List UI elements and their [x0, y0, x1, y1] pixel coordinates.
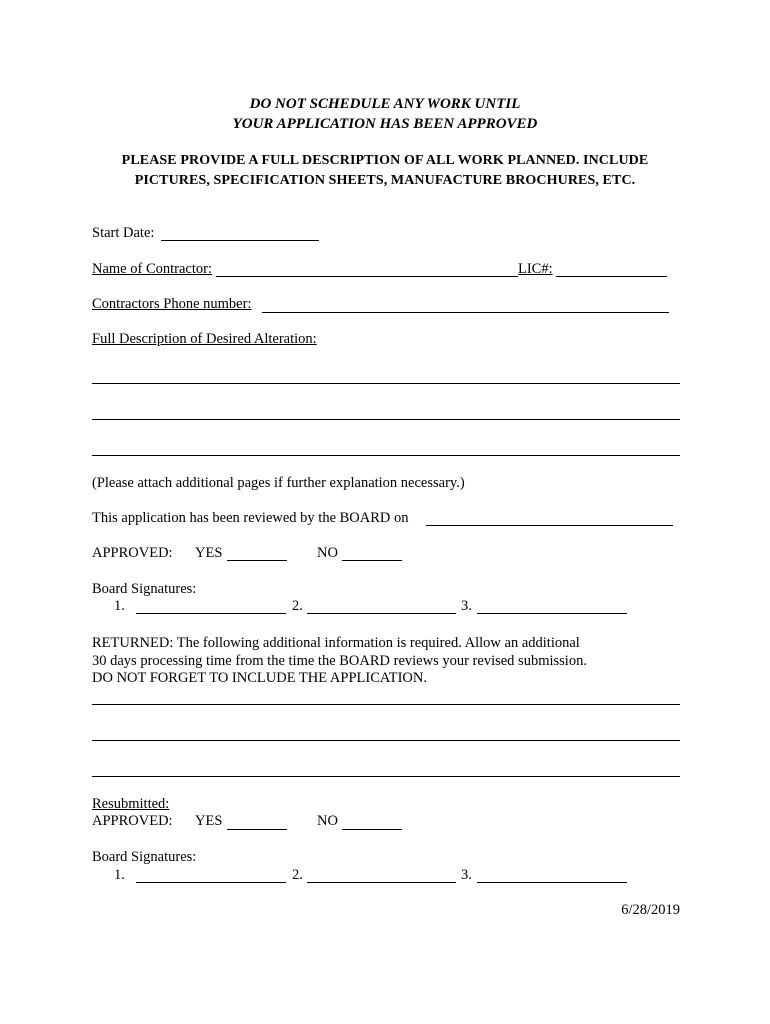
- contractor-name-label: Name of Contractor:: [92, 261, 212, 277]
- returned-line-3: DO NOT FORGET TO INCLUDE THE APPLICATION.: [92, 670, 427, 686]
- approved-yes-field[interactable]: [227, 560, 287, 561]
- contractor-name-field[interactable]: [216, 276, 518, 277]
- returned-line-2: 30 days processing time from the time the BOARD reviews your revised submission.: [92, 653, 587, 669]
- resubmitted-label: Resubmitted:: [92, 796, 170, 812]
- instruction-line-1: PLEASE PROVIDE A FULL DESCRIPTION OF ALL WORK PLANNED. INCLUDE: [121, 153, 649, 168]
- description-line-2[interactable]: [92, 419, 680, 420]
- board-signature-2-field[interactable]: [307, 613, 456, 614]
- board-signature-1-field[interactable]: [136, 613, 286, 614]
- approved-no-label: NO: [317, 545, 338, 561]
- resubmitted-no-label: NO: [317, 813, 338, 829]
- resubmitted-no-field[interactable]: [342, 829, 402, 830]
- start-date-label: Start Date:: [92, 225, 155, 241]
- lic-label: LIC#:: [518, 261, 553, 277]
- returned-info-line-2[interactable]: [92, 740, 680, 741]
- resubmitted-signature-1-field[interactable]: [136, 882, 286, 883]
- reviewed-by-board-label: This application has been reviewed by the BOARD on: [92, 510, 409, 526]
- approved-no-field[interactable]: [342, 560, 402, 561]
- resubmitted-signature-number-1: 1.: [114, 867, 125, 883]
- description-label: Full Description of Desired Alteration:: [92, 331, 317, 347]
- resubmitted-board-signatures-label: Board Signatures:: [92, 849, 197, 865]
- description-line-3[interactable]: [92, 455, 680, 456]
- resubmitted-signature-2-field[interactable]: [307, 882, 456, 883]
- start-date-field[interactable]: [161, 240, 319, 241]
- warning-line-1: DO NOT SCHEDULE ANY WORK UNTIL: [249, 96, 521, 112]
- resubmitted-signature-number-3: 3.: [461, 867, 472, 883]
- signature-number-1: 1.: [114, 598, 125, 614]
- description-line-1[interactable]: [92, 383, 680, 384]
- form-revision-date: 6/28/2019: [621, 902, 680, 918]
- approved-label: APPROVED:: [92, 545, 173, 561]
- resubmitted-approved-label: APPROVED:: [92, 813, 173, 829]
- approved-yes-label: YES: [195, 545, 223, 561]
- board-signature-3-field[interactable]: [477, 613, 627, 614]
- instruction-line-2: PICTURES, SPECIFICATION SHEETS, MANUFACTURE BROCHURES, ETC.: [134, 173, 636, 188]
- attach-pages-note: (Please attach additional pages if further explanation necessary.): [92, 475, 465, 491]
- resubmitted-signature-3-field[interactable]: [477, 882, 627, 883]
- contractor-phone-label: Contractors Phone number:: [92, 296, 252, 312]
- review-date-field[interactable]: [426, 525, 673, 526]
- warning-line-2: YOUR APPLICATION HAS BEEN APPROVED: [232, 116, 538, 132]
- lic-field[interactable]: [556, 276, 667, 277]
- signature-number-2: 2.: [292, 598, 303, 614]
- resubmitted-yes-label: YES: [195, 813, 223, 829]
- contractor-phone-field[interactable]: [262, 312, 669, 313]
- board-signatures-label: Board Signatures:: [92, 581, 197, 597]
- returned-info-line-3[interactable]: [92, 776, 680, 777]
- resubmitted-signature-number-2: 2.: [292, 867, 303, 883]
- resubmitted-yes-field[interactable]: [227, 829, 287, 830]
- returned-line-1: RETURNED: The following additional information is required. Allow an additional: [92, 635, 580, 651]
- signature-number-3: 3.: [461, 598, 472, 614]
- returned-info-line-1[interactable]: [92, 704, 680, 705]
